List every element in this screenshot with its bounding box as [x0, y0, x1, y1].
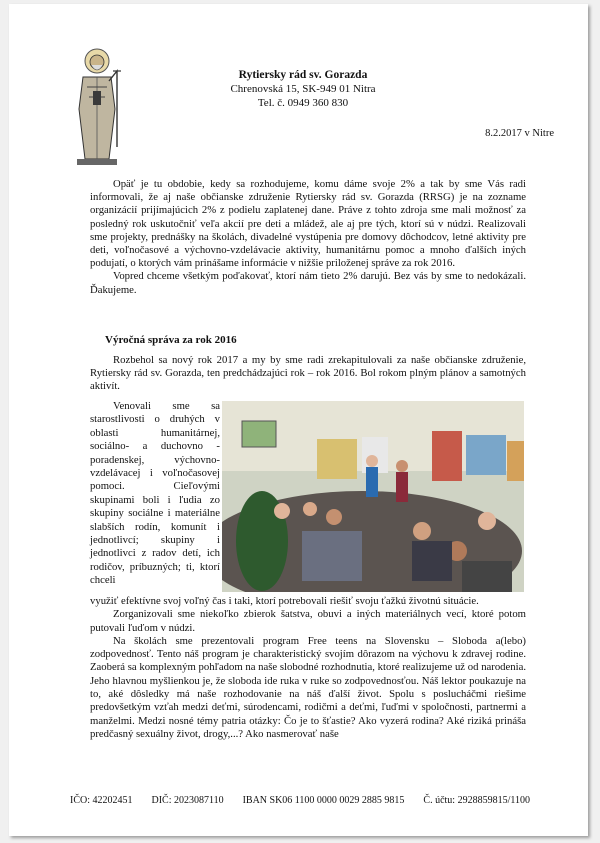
report-column-text — [90, 400, 220, 588]
classroom-photo — [222, 401, 524, 592]
intro-paragraph-2: Vopred chceme všetkým poďakovať, ktorí nám tieto 2% darujú. Bez vás by sme to nedokázali. Ďakujeme. — [90, 270, 526, 296]
footer-dic: DIČ: 2023087110 — [151, 795, 224, 806]
report-paragraph-2-tail: využiť efektívne svoj voľný čas i taki, ktorí potrebovali riešiť svoju ťažkú životnú situácie. — [90, 595, 479, 607]
organization-address: Chrenovská 15, SK-949 01 Nitra — [230, 83, 376, 95]
organization-phone: Tel. č. 0949 360 830 — [257, 97, 349, 109]
report-paragraph-4: Na školách sme prezentovali program Free teens na Slovensku – Sloboda a(lebo) zodpovednosť. Tento náš program je charakteristický svojím dôrazom na výchovu k zdravej rodine. Zaoberá sa komplexným pohľadom na naše slobodné rozhodnutia, ktoré realizujeme už od narodenia. Jeho hlavnou myšlienkou je, že sloboda ide ruka v ruke so zodpovednosťou. Náš lektor poukazuje na to, aké dôsledky má naše rozhodovanie na náš ďalší život. Spolu s poslucháčmi riešime predovšetkým vzťah medzi deťmi, súrodencami, rodičmi a deťmi, ľuďmi v spoločnosti, partnermi a manželmi. Medzi nosné témy patria otázky: Čo je to šťastie? Ako vyzerá rodina? Aké riziká prináša predčasný sexuálny život, drogy,...? Ako nasmerovať naše — [90, 634, 526, 740]
letter-date: 8.2.2017 v Nitre — [485, 128, 554, 139]
footer-ico: IČO: 42202451 — [70, 795, 133, 806]
saint-gorazd-logo — [73, 47, 121, 167]
report-paragraph-1: Rozbehol sa nový rok 2017 a my by sme radi zrekapitulovali za naše občianske združenie, Rytiersky rád sv. Gorazda, ten predchádzajúci rok – rok 2016. Bol rokom plným plánov a samotných aktivít. — [90, 354, 526, 393]
footer-iban: IBAN SK06 1100 0000 0029 2885 9815 — [242, 795, 405, 806]
intro-paragraph-1: Opäť je tu obdobie, kedy sa rozhodujeme, komu dáme svoje 2% a tak by sme Vás radi informovali, že aj naše občianske združenie Rytiersky rád sv. Gorazda (RRSG) je na zozname organizácií prijímajúcich 2% z podielu zaplatenej dane. Práve z tohto zdroja sme mali možnosť za posledný rok uskutočniť veľa akcií pre deti a mládež, ale aj pre tých, ktorí sú v núdzi. Realizovali sme projekty, prednášky na školách, divadelné vystúpenia pre domovy dôchodcov, letné aktivity pre deti, voľnočasové a výchovno-vzdelávacie aktivity, humanitárnu pomoc a mnoho ďalších iných podujatí, o ktorých vám prinášame informácie v nižšie priloženej správe za rok 2016. — [90, 178, 526, 270]
section-title: Výročná správa za rok 2016 — [105, 334, 237, 346]
letterhead — [223, 68, 383, 110]
intro-section — [90, 178, 526, 297]
report-paragraph-2: Venovali sme sa starostlivosti o druhých v oblasti humanitárnej, sociálno- a duchovno - poradenskej, výchovno-vzdelávacej i voľnočasovej pomoci. Cieľovými skupinami boli i ľudia zo skupiny sociálne i materiálne slabších rodín, komunít i jednotlivcí; skupiny i jednotlivci z radov detí, ich rodičov, príbuzných; ti, ktorí chceli — [90, 400, 220, 587]
footer-bank-details — [70, 795, 530, 806]
organization-name: Rytiersky rád sv. Gorazda — [238, 69, 368, 81]
report-paragraph-3: Zorganizovali sme niekoľko zbierok šatstva, obuvi a iných materiálnych vecí, ktoré potom putovali ľuďom v núdzi. — [90, 608, 526, 634]
report-continuation — [90, 595, 526, 741]
footer-account: Č. účtu: 2928859815/1100 — [423, 795, 530, 806]
